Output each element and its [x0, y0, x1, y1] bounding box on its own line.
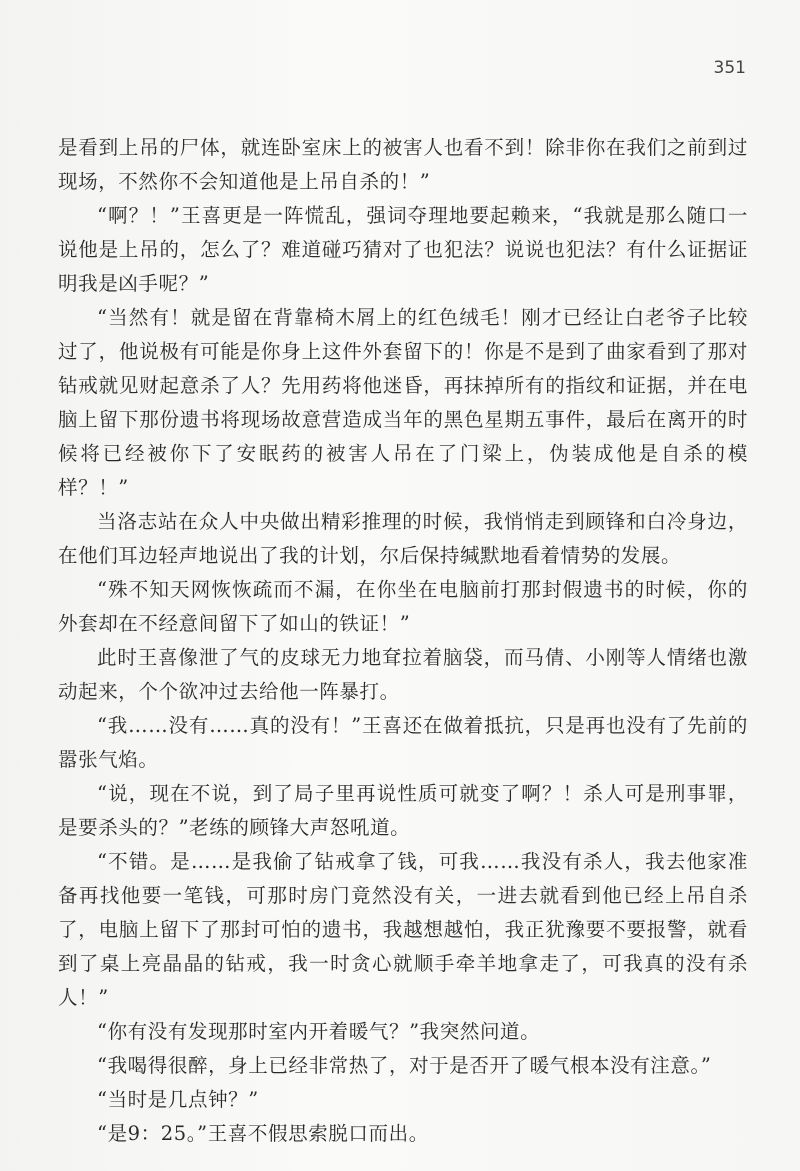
page-number: 351 [713, 58, 746, 78]
paragraph: “啊？！”王喜更是一阵慌乱，强词夺理地要起赖来，“我就是那么随口一说他是上吊的，怎么了？难道碰巧猜对了也犯法？说说也犯法？有什么证据证明我是凶手呢？” [58, 204, 748, 295]
paragraph: “我喝得很醉，身上已经非常热了，对于是否开了暖气根本没有注意。” [97, 1054, 712, 1077]
paragraph: “不错。是……是我偷了钻戒拿了钱，可我……我没有杀人，我去他家准备再找他要一笔钱，可那时房门竟然没有关，一进去就看到他已经上吊自杀了，电脑上留下了那封可怕的遗书，我越想越怕，我正犹豫要不要报警，就看到了桌上亮晶晶的钻戒，我一时贪心就顺手牵羊地拿走了，可我真的没有杀人！” [58, 850, 748, 1009]
paragraph: “当然有！就是留在背靠椅木屑上的红色绒毛！刚才已经让白老爷子比较过了，他说极有可能是你身上这件外套留下的！你是不是到了曲家看到了那对钻戒就见财起意杀了人？先用药将他迷昏，再抹掉所有的指纹和证据，并在电脑上留下那份遗书将现场故意营造成当年的黑色星期五事件，最后在离开的时候将已经被你下了安眠药的被害人吊在了门梁上，伪装成他是自杀的模样？！” [58, 306, 748, 499]
paragraph: 当洛志站在众人中央做出精彩推理的时候，我悄悄走到顾锋和白冷身边，在他们耳边轻声地说出了我的计划，尔后保持缄默地看着情势的发展。 [58, 510, 748, 567]
paragraph: “殊不知天网恢恢疏而不漏，在你坐在电脑前打那封假遗书的时候，你的外套却在不经意间留下了如山的铁证！” [58, 578, 748, 635]
paragraph: 此时王喜像泄了气的皮球无力地耷拉着脑袋，而马倩、小刚等人情绪也激动起来，个个欲冲过去给他一阵暴打。 [58, 646, 748, 703]
paragraph: “是9：25。”王喜不假思索脱口而出。 [97, 1122, 429, 1145]
paragraph: 是看到上吊的尸体，就连卧室床上的被害人也看不到！除非你在我们之前到过现场，不然你不会知道他是上吊自杀的！” [58, 136, 748, 193]
paragraph: “当时是几点钟？” [97, 1088, 259, 1111]
paragraph: “我……没有……真的没有！”王喜还在做着抵抗，只是再也没有了先前的嚣张气焰。 [58, 714, 748, 771]
paragraph: “你有没有发现那时室内开着暖气？”我突然问道。 [97, 1020, 541, 1043]
body-text [58, 131, 748, 1151]
paragraph: “说，现在不说，到了局子里再说性质可就变了啊？！杀人可是刑事罪，是要杀头的？”老练的顾锋大声怒吼道。 [58, 782, 748, 839]
